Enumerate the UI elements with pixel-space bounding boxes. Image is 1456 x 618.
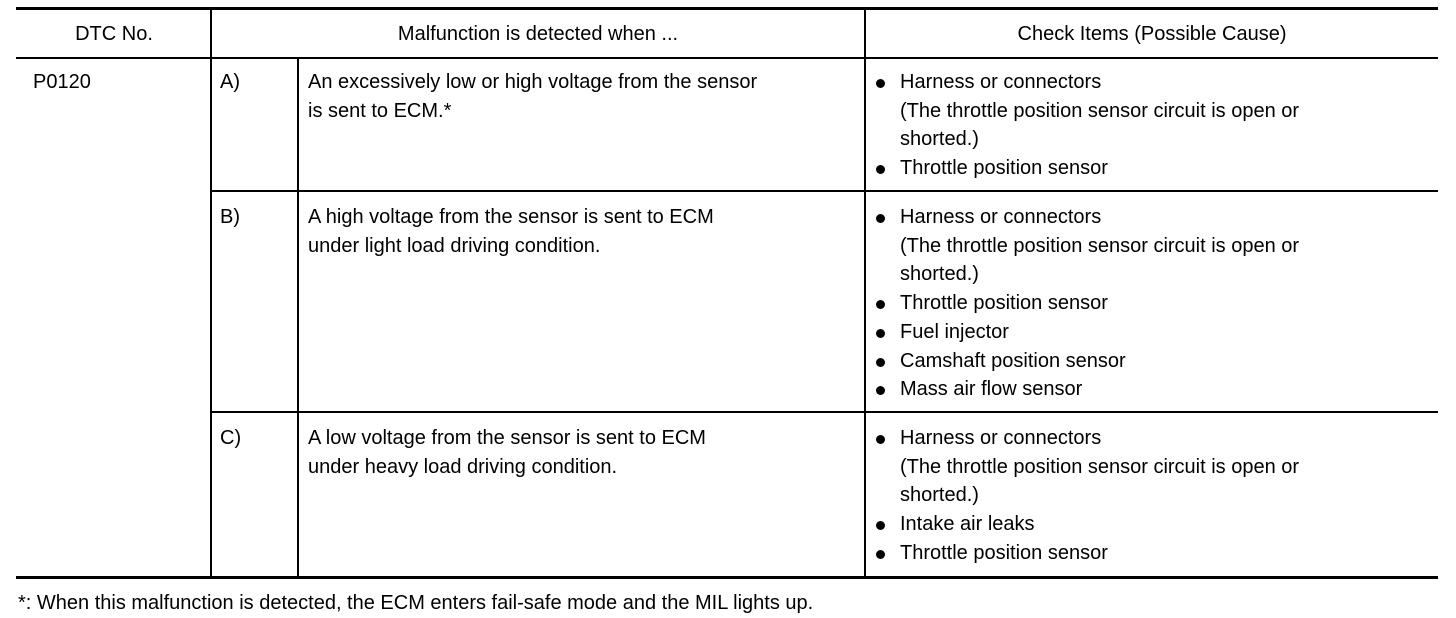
- cause-item: [874, 510, 1444, 539]
- row-c-label: C): [220, 427, 242, 449]
- column-divider-check: [864, 8, 866, 578]
- cause-text: Throttle position sensor: [900, 292, 1108, 315]
- cause-item: [874, 424, 1444, 510]
- cause-text: Harness or connectors: [900, 206, 1102, 228]
- cause-text: Camshaft position sensor: [900, 349, 1126, 372]
- bullet-icon: [876, 300, 885, 309]
- row-b-causes: [874, 203, 1444, 404]
- row-a-condition: An excessively low or high voltage from the sensor is sent to ECM.*: [308, 71, 758, 122]
- row-a-label: A): [220, 71, 240, 93]
- bullet-icon: [876, 165, 885, 174]
- table-top-rule: [16, 7, 1438, 10]
- cause-item: [874, 154, 1444, 183]
- cause-item: [874, 347, 1444, 376]
- header-malfunction: Malfunction is detected when ...: [397, 23, 679, 45]
- bullet-icon: [876, 521, 885, 530]
- column-divider-dtc: [210, 8, 212, 578]
- cause-note: (The throttle position sensor circuit is open or shorted.): [900, 234, 1300, 286]
- row-a-causes: [874, 68, 1444, 183]
- cause-item: [874, 375, 1444, 404]
- cause-text: Throttle position sensor: [900, 541, 1108, 564]
- bullet-icon: [876, 329, 885, 338]
- row-c-causes: [874, 424, 1444, 568]
- cause-text: Throttle position sensor: [900, 157, 1108, 180]
- cause-note: (The throttle position sensor circuit is open or shorted.): [900, 99, 1300, 151]
- cause-text: Intake air leaks: [900, 513, 1035, 536]
- cause-item: [874, 203, 1444, 289]
- cause-item: [874, 539, 1444, 568]
- bullet-icon: [876, 79, 885, 88]
- header-dtc-no: DTC No.: [75, 23, 153, 45]
- bullet-icon: [876, 550, 885, 559]
- cause-text: Mass air flow sensor: [900, 378, 1083, 401]
- row-divider-ab: [211, 190, 1438, 192]
- bullet-icon: [876, 358, 885, 367]
- row-b-label: B): [220, 206, 240, 228]
- dtc-code: P0120: [33, 71, 91, 93]
- cause-text: Fuel injector: [900, 320, 1009, 343]
- row-b-condition: A high voltage from the sensor is sent to ECM under light load driving condition.: [308, 206, 714, 257]
- row-divider-bc: [211, 411, 1438, 413]
- cause-text: Harness or connectors: [900, 427, 1102, 449]
- header-bottom-rule: [16, 57, 1438, 59]
- cause-item: [874, 289, 1444, 318]
- header-check-items: Check Items (Possible Cause): [1017, 23, 1287, 45]
- bullet-icon: [876, 386, 885, 395]
- cause-text: Harness or connectors: [900, 71, 1102, 93]
- bullet-icon: [876, 435, 885, 444]
- cause-note: (The throttle position sensor circuit is open or shorted.): [900, 455, 1300, 507]
- bullet-icon: [876, 214, 885, 223]
- column-divider-label: [297, 58, 299, 578]
- cause-item: [874, 68, 1444, 154]
- table-bottom-rule: [16, 576, 1438, 579]
- row-c-condition: A low voltage from the sensor is sent to ECM under heavy load driving condition.: [308, 427, 706, 478]
- footnote: *: When this malfunction is detected, the ECM enters fail-safe mode and the MIL lights up.: [18, 592, 814, 614]
- cause-item: [874, 318, 1444, 347]
